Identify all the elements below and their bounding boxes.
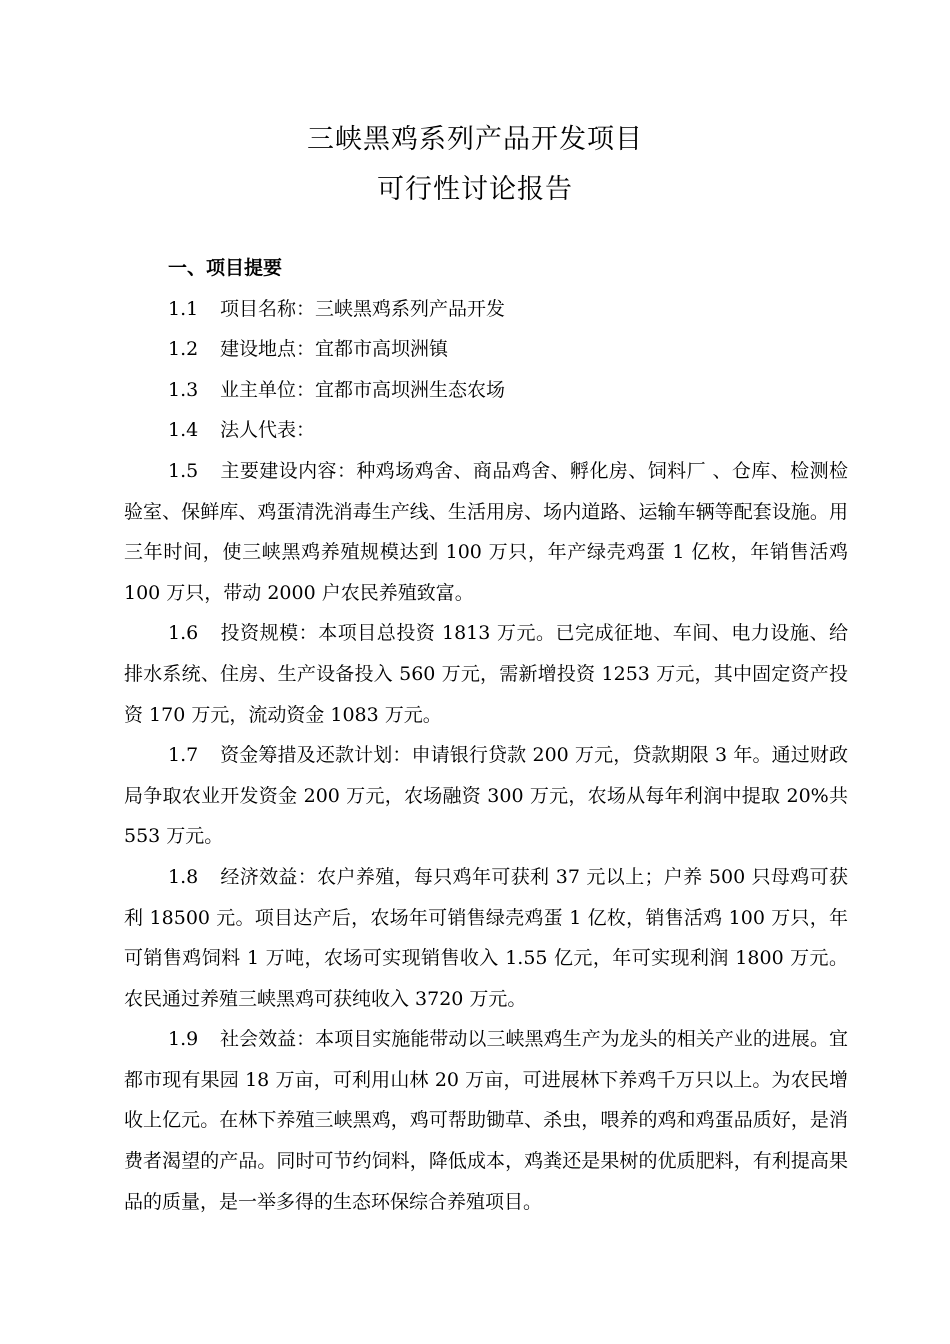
item-text: 主要建设内容：种鸡场鸡舍、商品鸡舍、孵化房、饲料厂 、仓库、检测检验室、保鲜库、鸡蛋清洗消毒生产线、生活用房、场内道路、运输车辆等配套设施。用三年时间，使三峡黑鸡养殖规模达到 100 万只，年产绿壳鸡蛋 1 亿枚，年销售活鸡 100 万只，带动 2000 户农民养殖致富。 — [124, 459, 848, 604]
item-text: 投资规模：本项目总投资 1813 万元。已完成征地、车间、电力设施、给排水系统、住房、生产设备投入 560 万元，需新增投资 1253 万元，其中固定资产投资 170 万元，流动资金 1083 万元。 — [124, 622, 848, 726]
item-number: 1.7 — [168, 744, 199, 767]
item-number: 1.4 — [168, 419, 199, 442]
item-number: 1.6 — [168, 622, 199, 645]
item-number: 1.5 — [168, 459, 199, 482]
item-text: 经济效益：农户养殖，每只鸡年可获利 37 元以上；户养 500 只母鸡可获利 18500 元。项目达产后，农场年可销售绿壳鸡蛋 1 亿枚，销售活鸡 100 万只，年可销售鸡饲料 1 万吨，农场可实现销售收入 1.55 亿元，年可实现利润 1800 万元。农民通过养殖三峡黑鸡可获纯收入 3720 万元。 — [124, 865, 848, 1010]
list-item — [124, 329, 848, 370]
item-text: 资金筹措及还款计划：申请银行贷款 200 万元，贷款期限 3 年。通过财政局争取农业开发资金 200 万元，农场融资 300 万元，农场从每年利润中提取 20%共 553 万元。 — [124, 744, 848, 848]
list-item — [124, 1019, 848, 1222]
list-item — [124, 613, 848, 735]
item-number: 1.8 — [168, 865, 199, 888]
list-item — [124, 735, 848, 857]
item-number: 1.9 — [168, 1028, 199, 1051]
item-number: 1.3 — [168, 378, 199, 401]
document-subtitle: 可行性讨论报告 — [377, 174, 573, 205]
document-body — [124, 248, 848, 1222]
list-item — [124, 451, 848, 613]
section-heading: 一、项目提要 — [168, 257, 283, 279]
item-text: 业主单位：宜都市高坝洲生态农场 — [220, 378, 506, 401]
item-text: 法人代表： — [220, 419, 316, 442]
list-item — [124, 289, 848, 330]
item-text: 社会效益：本项目实施能带动以三峡黑鸡生产为龙头的相关产业的进展。宜都市现有果园 18 万亩，可利用山林 20 万亩，可进展林下养鸡千万只以上。为农民增收上亿元。在林下养殖三峡黑鸡，鸡可帮助锄草、杀虫，喂养的鸡和鸡蛋品质好，是消费者渴望的产品。同时可节约饲料，降低成本，鸡粪还是果树的优质肥料，有利提高果品的质量，是一举多得的生态环保综合养殖项目。 — [124, 1028, 848, 1213]
list-item — [124, 410, 848, 451]
list-item — [124, 857, 848, 1019]
item-text: 建设地点：宜都市高坝洲镇 — [220, 338, 449, 361]
item-number: 1.2 — [168, 338, 199, 361]
list-item — [124, 370, 848, 411]
item-number: 1.1 — [168, 297, 199, 320]
item-text: 项目名称：三峡黑鸡系列产品开发 — [220, 297, 506, 320]
document-title: 三峡黑鸡系列产品开发项目 — [307, 124, 643, 155]
